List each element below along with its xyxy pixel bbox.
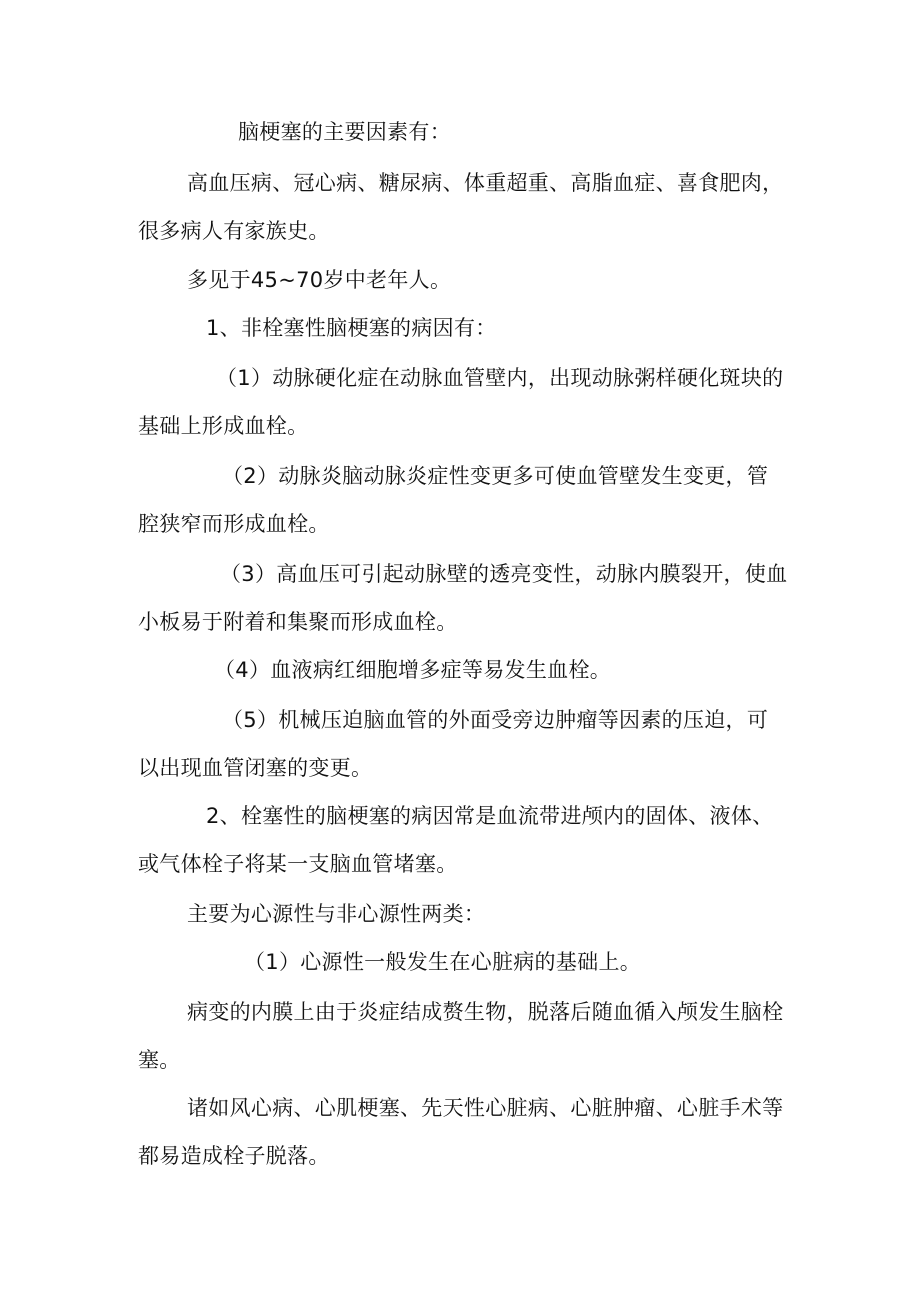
paragraph-cause-3: （3）高血压可引起动脉壁的透亮变性，动脉内膜裂开，使血小板易于附着和集聚而形成血栓。 xyxy=(138,562,788,634)
paragraph-section-1-heading: 1、非栓塞性脑梗塞的病因有： xyxy=(206,316,497,340)
paragraph-risk-factors: 高血压病、冠心病、糖尿病、体重超重、高脂血症、喜食肥肉，很多病人有家族史。 xyxy=(138,171,784,243)
paragraph-main-factors-heading: 脑梗塞的主要因素有： xyxy=(238,120,451,144)
paragraph-age-range: 多见于45~70岁中老年人。 xyxy=(187,268,452,292)
paragraph-cause-5: （5）机械压迫脑血管的外面受旁边肿瘤等因素的压迫，可以出现血管闭塞的变更。 xyxy=(138,708,769,780)
paragraph-cause-1: （1）动脉硬化症在动脉血管壁内，出现动脉粥样硬化斑块的基础上形成血栓。 xyxy=(138,366,784,438)
paragraph-cardiogenic: （1）心源性一般发生在心脏病的基础上。 xyxy=(244,950,642,974)
paragraph-cause-4: （4）血液病红细胞增多症等易发生血栓。 xyxy=(214,658,612,682)
paragraph-examples: 诸如风心病、心肌梗塞、先天性心脏病、心脏肿瘤、心脏手术等都易造成栓子脱落。 xyxy=(138,1096,784,1168)
paragraph-endocardial-lesion: 病变的内膜上由于炎症结成赘生物，脱落后随血循入颅发生脑栓塞。 xyxy=(138,1000,784,1072)
paragraph-two-types: 主要为心源性与非心源性两类： xyxy=(187,902,486,926)
paragraph-section-2: 2、栓塞性的脑梗塞的病因常是血流带进颅内的固体、液体、或气体栓子将某一支脑血管堵塞。 xyxy=(138,804,774,876)
paragraph-cause-2: （2）动脉炎脑动脉炎症性变更多可使血管壁发生变更，管腔狭窄而形成血栓。 xyxy=(138,464,769,536)
